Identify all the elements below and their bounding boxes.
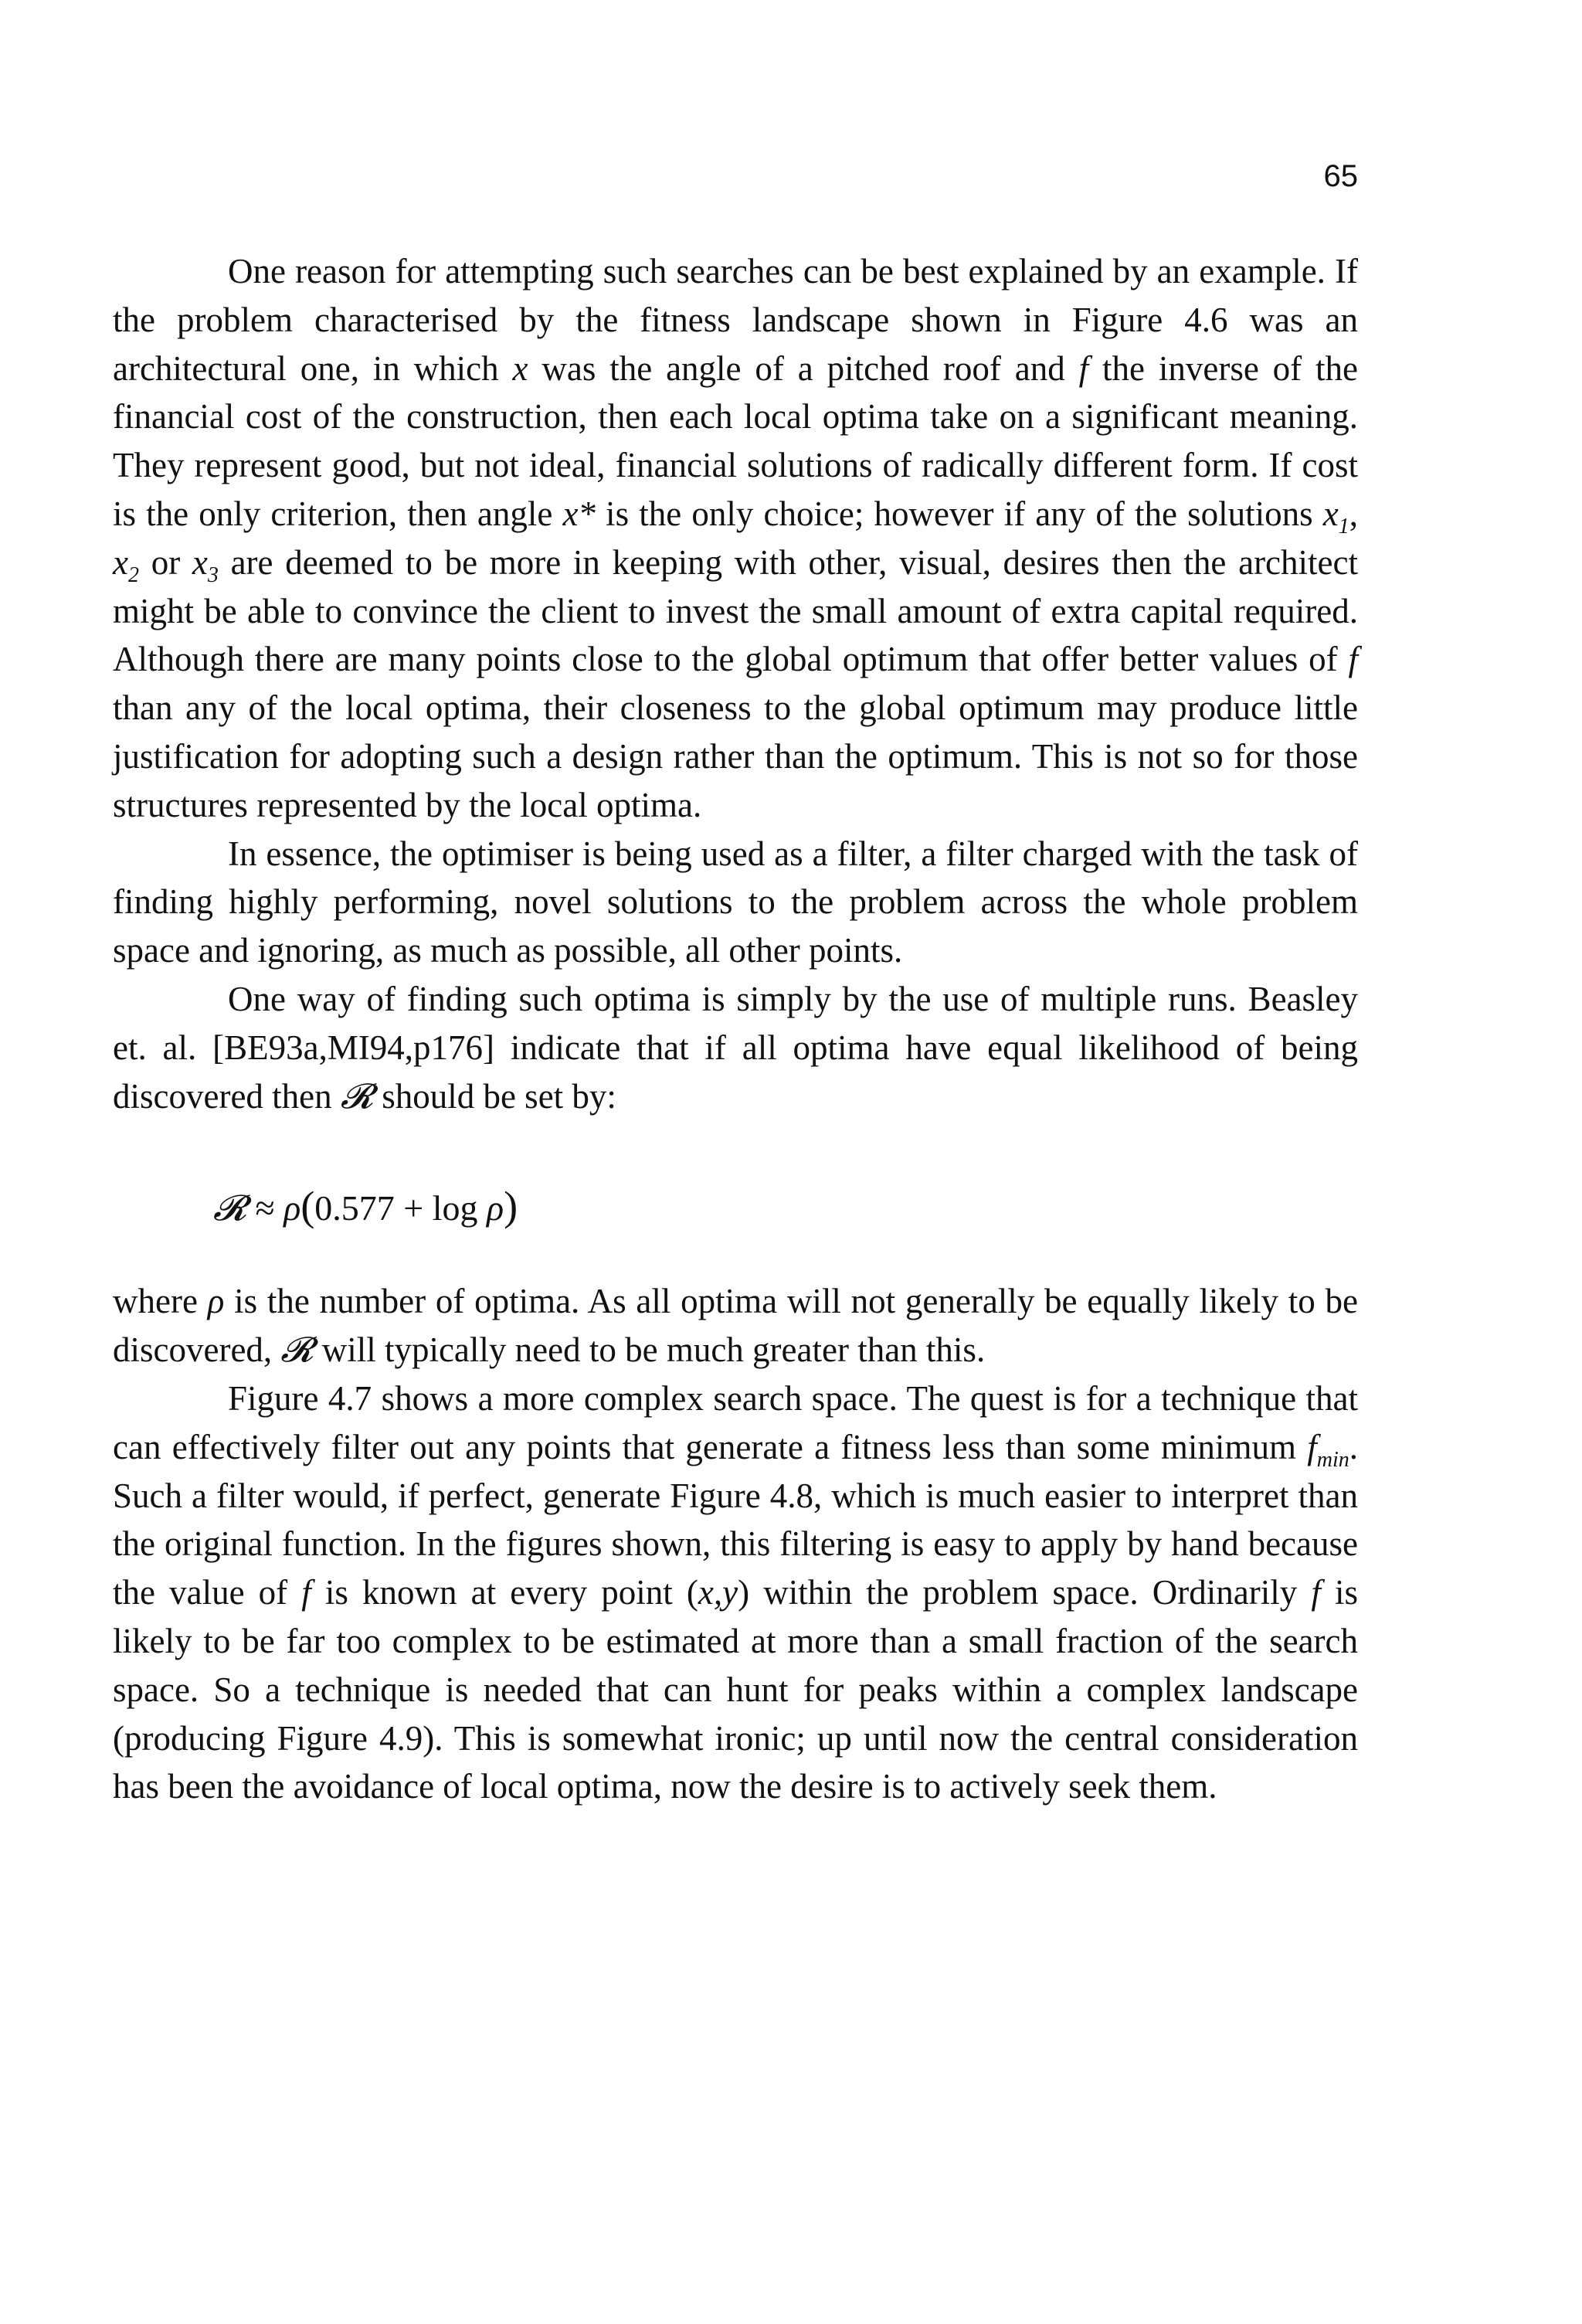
- p5-text-a: Figure 4.7 shows a more complex search space. The quest is for a technique that can effectively filter out any points that generate a fitness less than some minimum: [113, 1378, 1358, 1466]
- p1-text-g: or: [138, 542, 192, 582]
- formula-open-paren: (: [300, 1183, 315, 1230]
- formula-rho: ρ: [283, 1188, 301, 1228]
- p1-text-b: was the angle of a pitched roof and: [528, 348, 1079, 388]
- page-number: 65: [1323, 159, 1358, 193]
- formula-number-of-runs: [113, 1181, 1358, 1233]
- var-fmin-sub: min: [1316, 1447, 1349, 1472]
- paragraph-multiple-runs: [113, 975, 1358, 1120]
- paragraph-where-rho: [113, 1277, 1358, 1374]
- formula-constant: 0.577 + log: [314, 1188, 478, 1228]
- var-f-4: f: [1311, 1573, 1321, 1612]
- var-f-3: f: [301, 1573, 311, 1612]
- p4-text-c: will typically need to be much greater than this.: [313, 1330, 986, 1370]
- p1-text-i: than any of the local optima, their closeness to the global optimum may produce little justification for adopting such a design rather than the optimum. This is not so for those structures represented by the local optima.: [113, 688, 1358, 824]
- p4-text-a: where: [113, 1282, 208, 1321]
- p5-text-e: is likely to be far too complex to be estimated at more than a small fraction of the search space. So a technique is needed that can hunt for peaks within a complex landscape (producing Figure 4.9). This is somewhat ironic; up until now the central consideration has been the avoidance of local optima, now the desire is to actively seek them.: [113, 1573, 1359, 1806]
- var-x2-sub: 2: [127, 562, 139, 587]
- p1-text-c: the inverse of the financial cost of the construction, then each local optima take on a significant meaning. They represent good, but not ideal, financial solutions of radically different form. If cost is the only criterion, then angle: [113, 348, 1359, 533]
- var-rho: ρ: [207, 1282, 225, 1321]
- p5-text-d: ) within the problem space. Ordinarily: [738, 1573, 1312, 1612]
- p5-text-c: is known at every point (: [311, 1573, 698, 1612]
- paragraph-complex-search-space: [113, 1374, 1358, 1811]
- var-x3-sub: 3: [207, 562, 219, 587]
- var-x: x: [512, 348, 528, 388]
- p1-text-a: One reason for attempting such searches can be best explained by an example. If the problem characterised by the fitness landscape shown in Figure 4.6 was an architectural one, in which: [113, 252, 1358, 388]
- var-fmin: f: [1307, 1427, 1317, 1466]
- var-f: f: [1078, 348, 1089, 388]
- var-xy: x,y: [698, 1573, 738, 1612]
- paragraph-optimiser-filter: In essence, the optimiser is being used as a filter, a filter charged with the task of finding highly performing, novel solutions to the problem across the whole problem space and ignoring, as much as possible, all other points.: [113, 834, 1358, 970]
- var-R: 𝓡: [340, 1076, 373, 1116]
- p1-text-e: ,: [1349, 494, 1358, 533]
- var-f-2: f: [1348, 640, 1358, 679]
- var-R-2: 𝓡: [280, 1330, 314, 1370]
- p3-text-a: One way of finding such optima is simply by the use of multiple runs. Beasley et. al. [BE93a,MI94,p176] indicate that if all optima have equal likelihood of being discovered then: [113, 979, 1358, 1116]
- p4-text-b: is the number of optima. As all optima will not generally be equally likely to be discovered,: [113, 1282, 1358, 1370]
- var-x1-sub: 1: [1338, 514, 1349, 539]
- paragraph-roof-example: [113, 247, 1358, 830]
- p1-text-d: is the only choice; however if any of the solutions: [595, 494, 1323, 533]
- var-x2: x: [113, 542, 128, 582]
- p5-text-b: . Such a filter would, if perfect, generate Figure 4.8, which is much easier to interpret than the original function. In the figures shown, this filtering is easy to apply by hand because the value of: [113, 1427, 1358, 1612]
- p3-text-b: should be set by:: [372, 1076, 616, 1116]
- body-text: [113, 247, 1358, 1811]
- formula-lhs: 𝓡: [213, 1188, 246, 1228]
- var-x1: x: [1322, 494, 1339, 533]
- formula-close-paren: ): [504, 1183, 518, 1230]
- formula-rho-2: ρ: [477, 1188, 504, 1228]
- formula-approx: ≈: [246, 1188, 284, 1228]
- p1-text-h: are deemed to be more in keeping with other, visual, desires then the architect might be able to convince the client to invest the small amount of extra capital required. Although there are many points close to the global optimum that offer better values of: [113, 542, 1358, 679]
- var-x3: x: [192, 542, 208, 582]
- var-x-star: x*: [562, 494, 596, 533]
